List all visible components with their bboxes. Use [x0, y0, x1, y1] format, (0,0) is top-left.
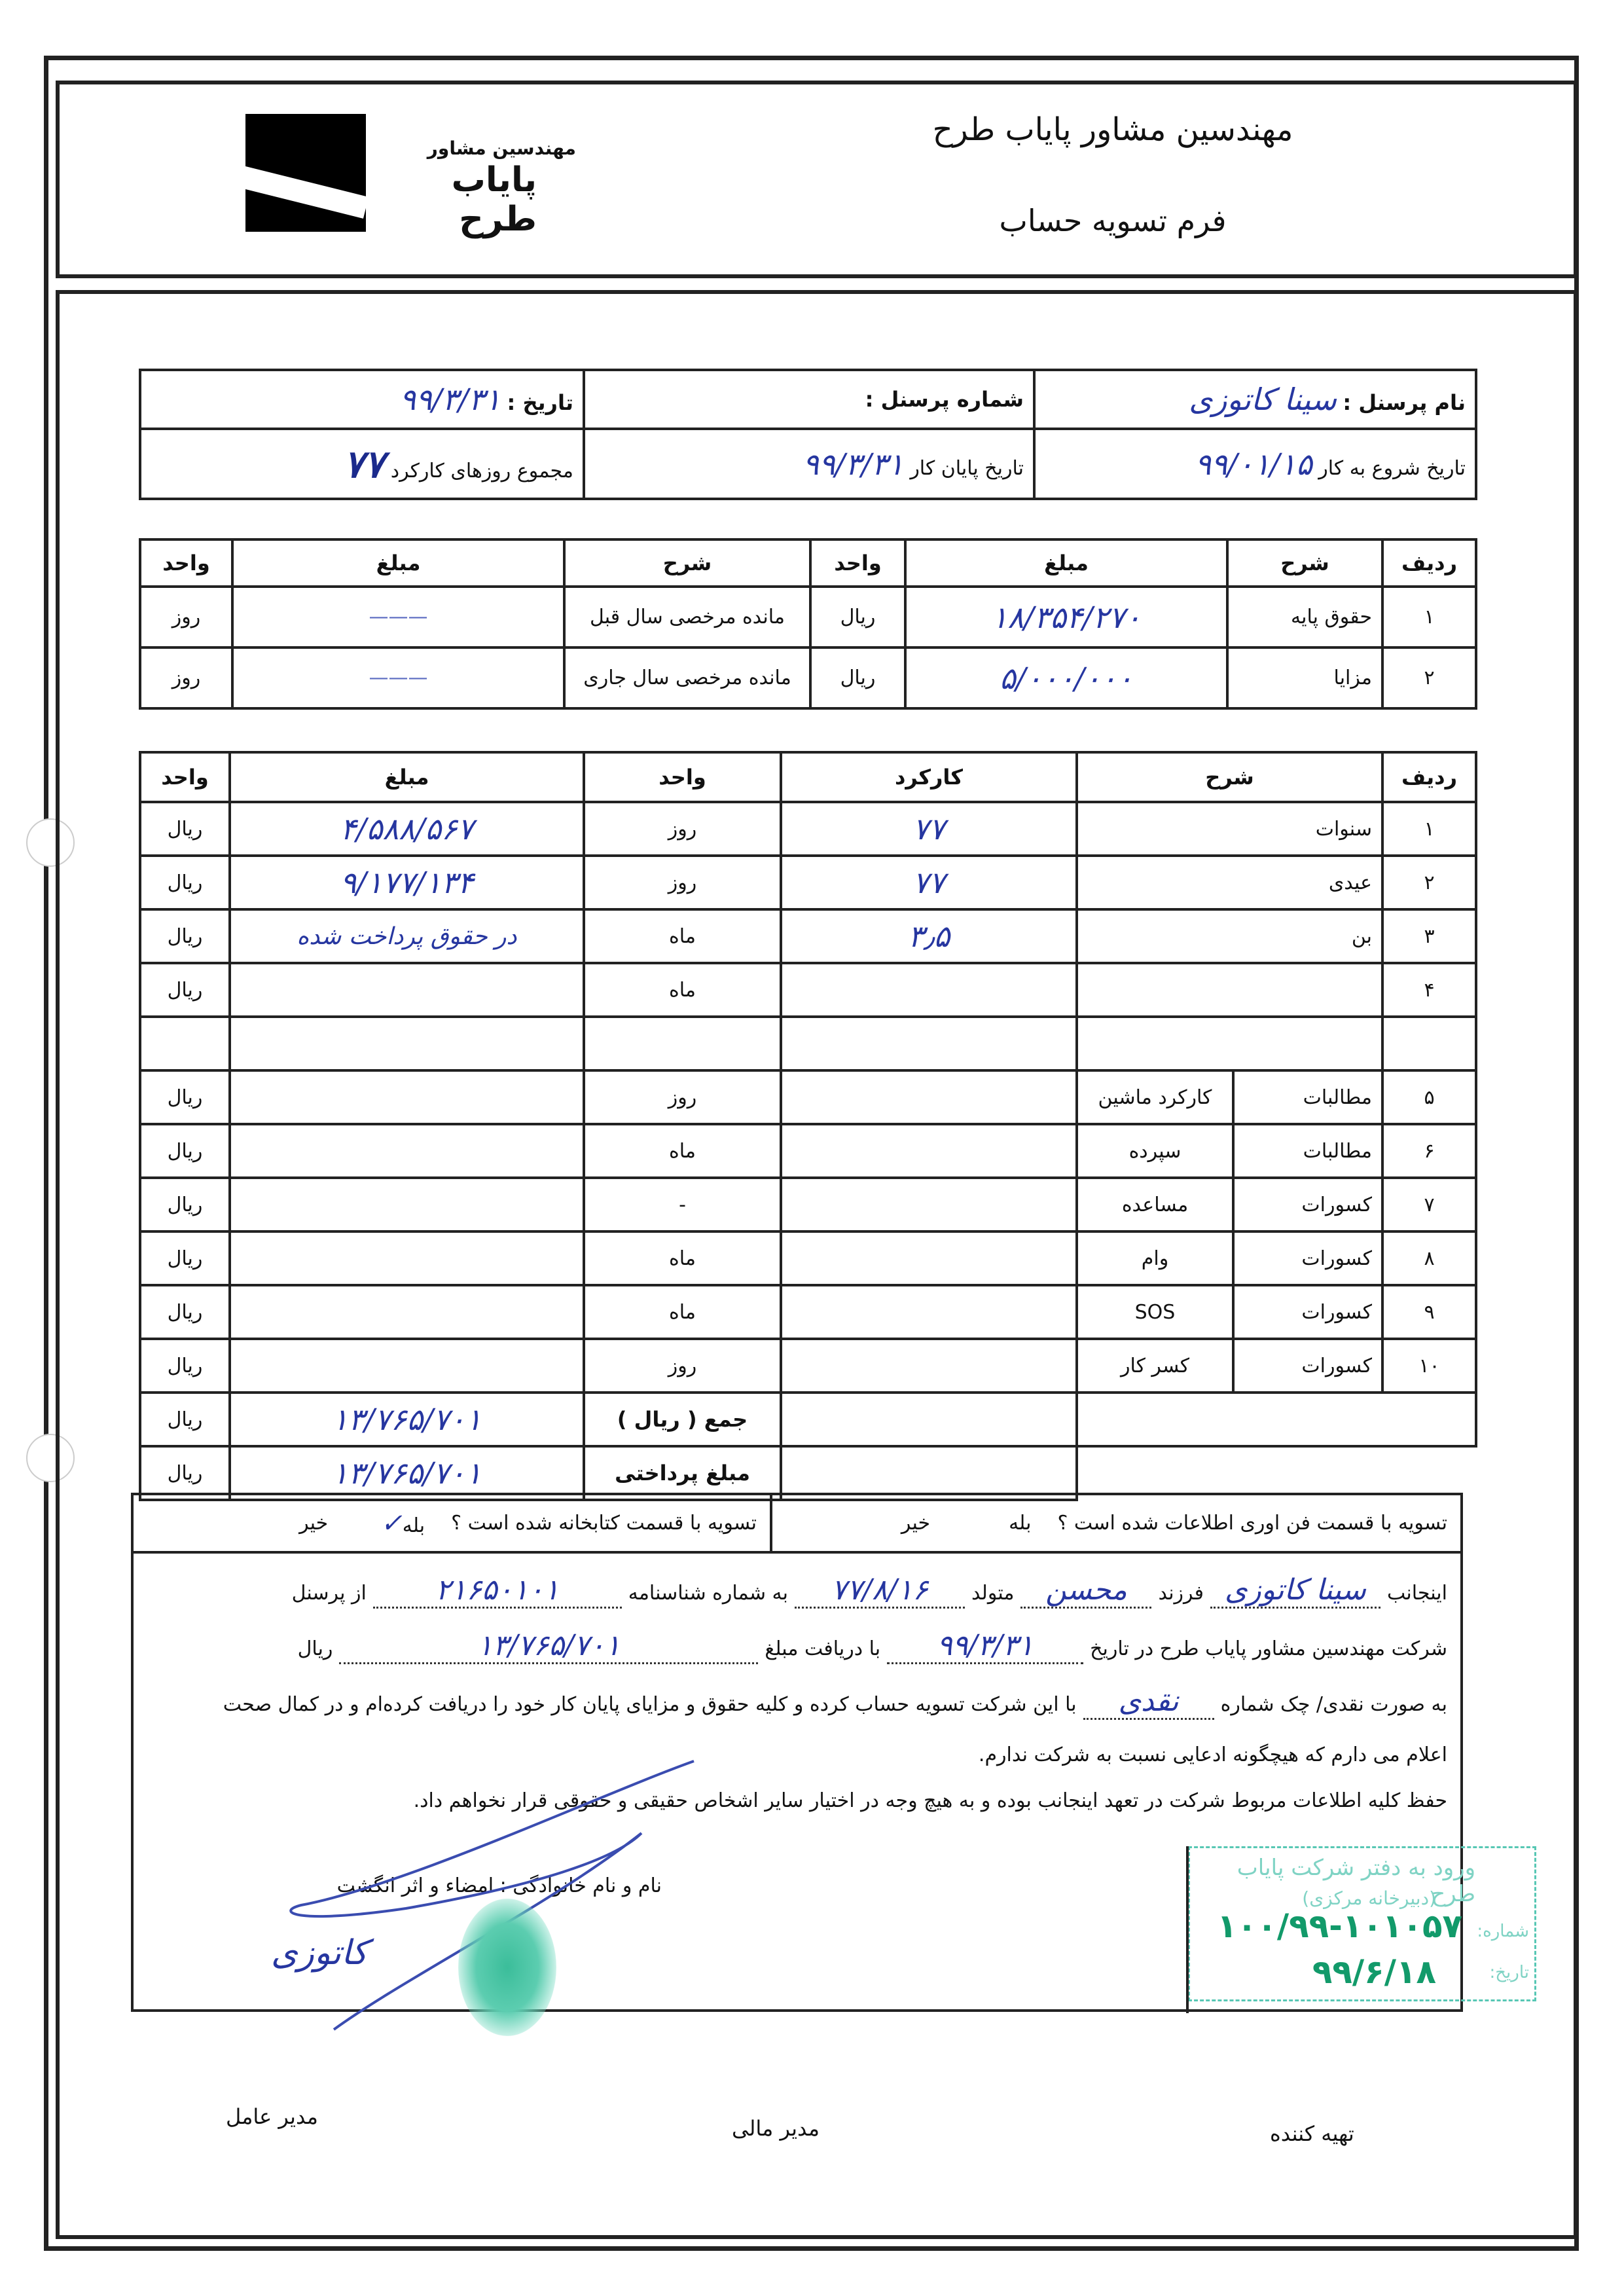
start-date-cell[interactable]: [1034, 429, 1476, 499]
stamp-date-value: ۹۹/۶/۱۸: [1312, 1953, 1436, 1991]
name-value: سینا کاتوزی: [1225, 1573, 1366, 1607]
total-value[interactable]: ۱۳/۷۶۵/۷۰۱: [230, 1393, 584, 1446]
declaration-line-3: [147, 1685, 1447, 1720]
start-value: ۹۹/۰۱/۱۵: [1195, 446, 1312, 482]
id-number-value: ۲۱۶۵۰۱۰۱: [435, 1573, 560, 1607]
father-name-value: محسن: [1045, 1573, 1127, 1607]
currency[interactable]: ریال: [140, 909, 230, 963]
column-header: مبلغ: [230, 752, 584, 802]
total-row: [140, 1393, 1476, 1446]
row-number[interactable]: ۴: [1382, 963, 1476, 1017]
row-number[interactable]: ۵: [1382, 1070, 1476, 1124]
empty-cell: [1077, 1393, 1476, 1446]
row-number[interactable]: ۱: [1382, 587, 1476, 647]
library-settlement: [286, 1495, 770, 1551]
table-row: [140, 1339, 1476, 1393]
box-edge: [1186, 1846, 1189, 2013]
registration-stamp: [1188, 1846, 1536, 2001]
total-days-label: مجموع روزهای کارکرد: [390, 459, 573, 483]
table-row: [140, 909, 1476, 963]
text: اینجانب: [1386, 1582, 1447, 1605]
row-number[interactable]: ۶: [1382, 1124, 1476, 1178]
unit[interactable]: روز: [584, 856, 781, 909]
id-number-field[interactable]: [373, 1573, 622, 1609]
total-currency[interactable]: ریال: [140, 1393, 230, 1446]
check-mark-icon: ✓: [380, 1508, 403, 1539]
it-yes-option[interactable]: بله: [1009, 1512, 1032, 1535]
currency[interactable]: ریال: [140, 1178, 230, 1231]
row-number[interactable]: ۱۰: [1382, 1339, 1476, 1393]
column-header: شرح: [1227, 539, 1382, 587]
birth-date-field[interactable]: [795, 1573, 965, 1609]
currency[interactable]: ریال: [140, 1339, 230, 1393]
row-number[interactable]: ۳: [1382, 909, 1476, 963]
currency[interactable]: ریال: [140, 1070, 230, 1124]
text: از پرسنل: [291, 1582, 367, 1605]
personnel-no-cell[interactable]: [584, 370, 1034, 429]
stamp-number-label: شماره:: [1477, 1922, 1529, 1941]
empty-cell: [781, 1446, 1077, 1500]
date-cell[interactable]: [140, 370, 584, 429]
column-header: واحد: [810, 539, 905, 587]
work-days[interactable]: [781, 1124, 1077, 1178]
work-days[interactable]: ۷۷: [781, 802, 1077, 856]
work-days[interactable]: [781, 1285, 1077, 1339]
unit[interactable]: ماه: [584, 1124, 781, 1178]
payment-method-value: نقدی: [1118, 1685, 1179, 1718]
salary-table: [139, 538, 1477, 710]
table-row: [140, 1124, 1476, 1178]
declaration-line-4: اعلام می دارم که هیچگونه ادعایی نسبت به شرکت ندارم.: [978, 1743, 1447, 1766]
payable-currency[interactable]: ریال: [140, 1446, 230, 1500]
column-header: ردیف: [1382, 539, 1476, 587]
text: به شماره شناسنامه: [628, 1582, 788, 1605]
work-days[interactable]: [781, 1017, 1077, 1070]
total-days-value: ۷۷: [343, 441, 385, 486]
name-label: نام پرسنل :: [1343, 390, 1466, 415]
row-number[interactable]: ۹: [1382, 1285, 1476, 1339]
row-number[interactable]: ۲: [1382, 856, 1476, 909]
work-days[interactable]: [781, 1231, 1077, 1285]
unit[interactable]: ماه: [584, 1285, 781, 1339]
form-title: فرم تسویه حساب: [999, 203, 1227, 238]
row-number[interactable]: ۷: [1382, 1178, 1476, 1231]
category[interactable]: مطالبات: [1233, 1124, 1382, 1178]
column-header: شرح: [1077, 752, 1382, 802]
finance-manager-signature: مدیر مالی: [732, 2116, 820, 2141]
empty-cell: [1077, 1446, 1476, 1500]
work-days[interactable]: [781, 963, 1077, 1017]
work-days[interactable]: [781, 1070, 1077, 1124]
column-header: شرح: [564, 539, 810, 587]
description[interactable]: کسر کار: [1077, 1339, 1233, 1393]
column-header: مبلغ: [232, 539, 564, 587]
header-row: [140, 539, 1476, 587]
amount[interactable]: [230, 1070, 584, 1124]
work-days[interactable]: [781, 1339, 1077, 1393]
amount[interactable]: [230, 1285, 584, 1339]
amount[interactable]: ۴/۵۸۸/۵۶۷: [230, 802, 584, 856]
stamp-subheading: (دبیرخانه مرکزی): [1302, 1887, 1436, 1909]
total-days-cell[interactable]: [140, 429, 584, 499]
text: متولد: [971, 1582, 1015, 1605]
amount[interactable]: [230, 1124, 584, 1178]
amount[interactable]: [230, 1231, 584, 1285]
leave-amount[interactable]: ———: [232, 647, 564, 708]
settlement-date-value: ۹۹/۳/۳۱: [937, 1629, 1034, 1662]
text: با دریافت مبلغ: [765, 1637, 881, 1660]
text: فرزند: [1158, 1582, 1204, 1605]
unit[interactable]: [584, 1017, 781, 1070]
description[interactable]: مساعده: [1077, 1178, 1233, 1231]
start-label: تاریخ شروع به کار: [1318, 456, 1466, 480]
payable-value[interactable]: ۱۳/۷۶۵/۷۰۱: [230, 1446, 584, 1500]
description[interactable]: [1077, 1017, 1382, 1070]
column-header: واحد: [140, 539, 232, 587]
name-cell[interactable]: [1034, 370, 1476, 429]
work-days[interactable]: ۷۷: [781, 856, 1077, 909]
birth-date-value: ۷۷/۸/۱۶: [831, 1573, 928, 1607]
payable-row: [140, 1446, 1476, 1500]
company-logo: [245, 114, 366, 232]
description[interactable]: SOS: [1077, 1285, 1233, 1339]
leave-amount[interactable]: ———: [232, 587, 564, 647]
work-days[interactable]: ۳٫۵: [781, 909, 1077, 963]
category[interactable]: مطالبات: [1233, 1070, 1382, 1124]
column-header: واحد: [584, 752, 781, 802]
payable-label[interactable]: مبلغ پرداختی: [584, 1446, 781, 1500]
leave-description[interactable]: مانده مرخصی سال قبل: [564, 587, 810, 647]
text: شرکت مهندسین مشاور پایاب طرح در تاریخ: [1090, 1637, 1447, 1660]
amount[interactable]: ۱۸/۳۵۴/۲۷۰: [905, 587, 1227, 647]
work-days[interactable]: [781, 1178, 1077, 1231]
category[interactable]: کسورات: [1233, 1285, 1382, 1339]
unit[interactable]: -: [584, 1178, 781, 1231]
end-label: تاریخ پایان کار: [910, 456, 1024, 480]
description[interactable]: مزایا: [1227, 647, 1382, 708]
currency[interactable]: ریال: [140, 1124, 230, 1178]
personnel-no-label: شماره پرسنل :: [865, 387, 1024, 412]
description[interactable]: سنوات: [1077, 802, 1382, 856]
table-row: [140, 802, 1476, 856]
row-number[interactable]: ۲: [1382, 647, 1476, 708]
currency[interactable]: [140, 1017, 230, 1070]
column-header: مبلغ: [905, 539, 1227, 587]
unit[interactable]: ریال: [810, 647, 905, 708]
unit[interactable]: ماه: [584, 1231, 781, 1285]
library-no-option[interactable]: خیر: [299, 1512, 329, 1535]
signature-label: نام و نام خانوادگی : امضاء و اثر انگشت: [336, 1874, 662, 1897]
description[interactable]: عیدی: [1077, 856, 1382, 909]
description[interactable]: کارکرد ماشین: [1077, 1070, 1233, 1124]
father-name-field[interactable]: [1020, 1573, 1151, 1609]
unit[interactable]: روز: [584, 1070, 781, 1124]
currency[interactable]: ریال: [140, 1285, 230, 1339]
stamp-date-label: تاریخ:: [1489, 1963, 1529, 1982]
library-yes-label: بله: [402, 1514, 425, 1537]
header-row: [140, 752, 1476, 802]
it-settlement: [770, 1495, 1460, 1551]
empty-cell: [781, 1393, 1077, 1446]
library-question: تسویه با قسمت کتابخانه شده است ؟: [451, 1512, 757, 1535]
unit[interactable]: روز: [584, 802, 781, 856]
table-row: [140, 1070, 1476, 1124]
text: ریال: [297, 1637, 333, 1660]
settlement-date-field[interactable]: [887, 1629, 1083, 1664]
currency[interactable]: ریال: [140, 856, 230, 909]
currency[interactable]: ریال: [140, 1231, 230, 1285]
unit[interactable]: ماه: [584, 963, 781, 1017]
logo-text-large: پایاب طرح: [451, 160, 537, 239]
company-name: مهندسین مشاور پایاب طرح: [932, 111, 1293, 148]
date-label: تاریخ :: [507, 390, 573, 415]
table-row: [140, 856, 1476, 909]
column-header: ردیف: [1382, 752, 1476, 802]
amount[interactable]: [230, 1339, 584, 1393]
description[interactable]: بن: [1077, 909, 1382, 963]
table-row: [140, 1285, 1476, 1339]
payment-method-field[interactable]: [1083, 1685, 1214, 1720]
ceo-signature: مدیر عامل: [226, 2104, 318, 2129]
date-value: ۹۹/۳/۳۱: [399, 382, 501, 417]
amount[interactable]: ۹/۱۷۷/۱۳۴: [230, 856, 584, 909]
leave-description[interactable]: مانده مرخصی سال جاری: [564, 647, 810, 708]
table-row: [140, 647, 1476, 708]
it-no-option[interactable]: خیر: [901, 1512, 931, 1535]
amount[interactable]: [230, 1178, 584, 1231]
unit[interactable]: ماه: [584, 909, 781, 963]
amount-value: ۱۳/۷۶۵/۷۰۱: [477, 1629, 621, 1662]
stamp-heading: ورود به دفتر شرکت پایاب طرح: [1236, 1855, 1475, 1907]
declaration-line-2: [147, 1629, 1447, 1664]
table-row: [140, 587, 1476, 647]
description[interactable]: وام: [1077, 1231, 1233, 1285]
it-question: تسویه با قسمت فن اوری اطلاعات شده است ؟: [1057, 1512, 1447, 1535]
total-label[interactable]: جمع ( ریال ): [584, 1393, 781, 1446]
text: به صورت نقدی/ چک شماره: [1220, 1693, 1447, 1716]
stamp-number-value: ۱۰۰/۹۹-۱۰۱۰۵۷: [1217, 1907, 1462, 1945]
amount[interactable]: [230, 1017, 584, 1070]
leave-unit[interactable]: روز: [140, 647, 232, 708]
amount[interactable]: در حقوق پرداخت شده: [230, 909, 584, 963]
description[interactable]: [1077, 963, 1382, 1017]
description[interactable]: حقوق پایه: [1227, 587, 1382, 647]
logo-text-small: مهندسین مشاور: [427, 137, 576, 159]
name-value: سینا کاتوزی: [1189, 382, 1337, 417]
column-header: واحد: [140, 752, 230, 802]
description[interactable]: سپرده: [1077, 1124, 1233, 1178]
category[interactable]: کسورات: [1233, 1231, 1382, 1285]
row-number[interactable]: [1382, 1017, 1476, 1070]
category[interactable]: کسورات: [1233, 1339, 1382, 1393]
settlement-questions: [131, 1493, 1463, 1554]
unit[interactable]: ریال: [810, 587, 905, 647]
currency[interactable]: ریال: [140, 802, 230, 856]
items-table: [139, 751, 1477, 1501]
name-field[interactable]: [1210, 1573, 1380, 1609]
table-row: [140, 1231, 1476, 1285]
personnel-info-table: [139, 369, 1477, 500]
column-header: کارکرد: [781, 752, 1077, 802]
currency[interactable]: ریال: [140, 963, 230, 1017]
end-date-cell[interactable]: [584, 429, 1034, 499]
amount[interactable]: [230, 963, 584, 1017]
declaration-line-1: [147, 1573, 1447, 1609]
leave-unit[interactable]: روز: [140, 587, 232, 647]
row-number[interactable]: ۸: [1382, 1231, 1476, 1285]
amount-field[interactable]: [339, 1629, 758, 1664]
library-yes-option[interactable]: [380, 1508, 425, 1539]
category[interactable]: کسورات: [1233, 1178, 1382, 1231]
table-row: [140, 1178, 1476, 1231]
end-value: ۹۹/۳/۳۱: [803, 446, 904, 482]
signature: کاتوزی: [271, 1933, 368, 1973]
table-row: [140, 963, 1476, 1017]
fingerprint: [458, 1899, 556, 2036]
preparer-signature: تهیه کننده: [1270, 2121, 1354, 2146]
amount[interactable]: ۵/۰۰۰/۰۰۰: [905, 647, 1227, 708]
unit[interactable]: روز: [584, 1339, 781, 1393]
table-row: [140, 1017, 1476, 1070]
text: با این شرکت تسویه حساب کرده و کلیه حقوق و مزایای پایان کار خود را دریافت کرده‌ام و در کمال صحت: [223, 1693, 1077, 1716]
declaration-line-5: حفظ کلیه اطلاعات مربوط شرکت در تعهد اینجانب بوده و به هیچ وجه در اختیار سایر اشخاص حقیقی و حقوقی قرار نخواهم داد.: [413, 1789, 1447, 1812]
row-number[interactable]: ۱: [1382, 802, 1476, 856]
